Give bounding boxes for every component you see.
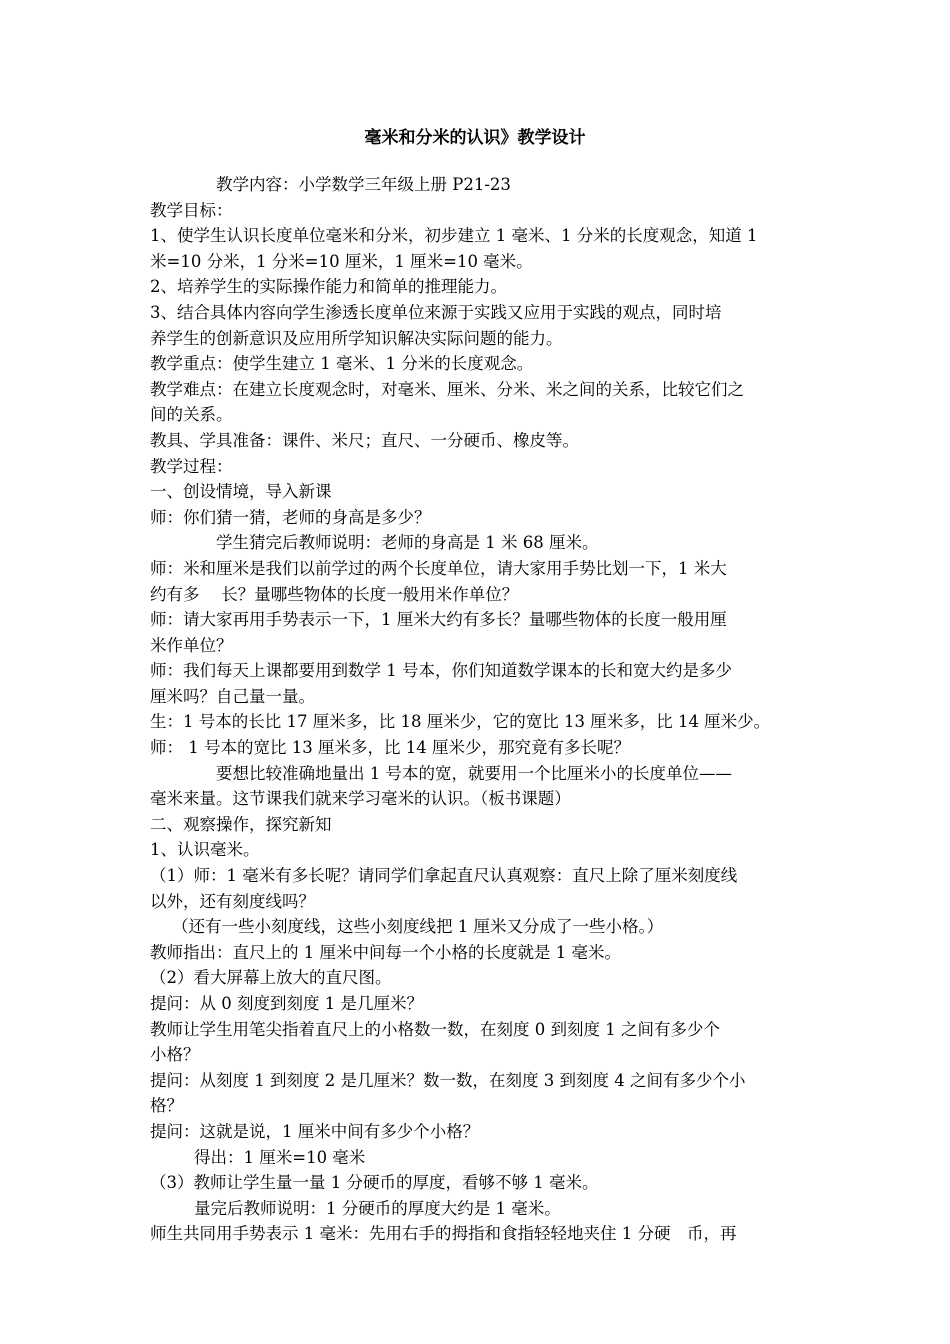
- text-line: 小格？: [150, 1045, 200, 1065]
- text-line: （1）师：1 毫米有多长呢？请同学们拿起直尺认真观察：直尺上除了厘米刻度线: [150, 866, 738, 886]
- text-line: 米作单位？: [150, 635, 233, 655]
- text-line: 师： 1 号本的宽比 13 厘米多，比 14 厘米少，那究竟有多长呢？: [150, 738, 630, 758]
- text-line: 提问：从刻度 1 到刻度 2 是几厘米？数一数，在刻度 3 到刻度 4 之间有多少个小: [150, 1070, 746, 1090]
- text-line: 2、培养学生的实际操作能力和简单的推理能力。: [150, 277, 507, 297]
- text-line: 教师指出：直尺上的 1 厘米中间每一个小格的长度就是 1 毫米。: [150, 942, 621, 962]
- text-line: 师生共同用手势表示 1 毫米：先用右手的拇指和食指轻轻地夹住 1 分硬 币，再: [150, 1224, 737, 1244]
- text-line: 厘米吗？自己量一量。: [150, 686, 315, 706]
- text-line: 格？: [150, 1096, 183, 1116]
- text-line: 二、观察操作，探究新知: [150, 814, 332, 834]
- text-line: 提问：这就是说，1 厘米中间有多少个小格？: [150, 1121, 480, 1141]
- text-line: 师：你们猜一猜，老师的身高是多少？: [150, 507, 431, 527]
- text-line: 师：请大家再用手势表示一下，1 厘米大约有多长？量哪些物体的长度一般用厘: [150, 610, 727, 630]
- text-line: 3、结合具体内容向学生渗透长度单位来源于实践又应用于实践的观点，同时培: [150, 302, 722, 322]
- text-line: 师：我们每天上课都要用到数学 1 号本，你们知道数学课本的长和宽大约是多少: [150, 661, 732, 681]
- text-line: 毫米来量。这节课我们就来学习毫米的认识。（板书课题）: [150, 789, 571, 809]
- text-line: 量完后教师说明：1 分硬币的厚度大约是 1 毫米。: [194, 1198, 561, 1218]
- text-line: 养学生的创新意识及应用所学知识解决实际问题的能力。: [150, 328, 563, 348]
- text-line: 生：1 号本的长比 17 厘米多，比 18 厘米少，它的宽比 13 厘米多，比 14 厘米少。: [150, 712, 771, 732]
- text-line: 以外，还有刻度线吗？: [150, 891, 315, 911]
- text-line: 教学难点：在建立长度观念时，对毫米、厘米、分米、米之间的关系，比较它们之: [150, 379, 744, 399]
- text-line: 教学过程：: [150, 456, 233, 476]
- text-line: 师：米和厘米是我们以前学过的两个长度单位，请大家用手势比划一下，1 米大: [150, 558, 727, 578]
- text-line: 一、创设情境，导入新课: [150, 482, 332, 502]
- text-line: 得出：1 厘米=10 毫米: [194, 1147, 366, 1167]
- text-line: 提问：从 0 刻度到刻度 1 是几厘米？: [150, 994, 423, 1013]
- text-line: 教学内容：小学数学三年级上册 P21-23: [216, 175, 511, 194]
- text-line: （还有一些小刻度线，这些小刻度线把 1 厘米又分成了一些小格。）: [172, 917, 664, 937]
- text-line: 教学重点：使学生建立 1 毫米、1 分米的长度观念。: [150, 354, 534, 374]
- text-line: 教师让学生用笔尖指着直尺上的小格数一数，在刻度 0 到刻度 1 之间有多少个: [150, 1019, 720, 1039]
- text-line: 1、认识毫米。: [150, 840, 260, 860]
- document-body: [150, 172, 810, 1247]
- text-line: （3）教师让学生量一量 1 分硬币的厚度，看够不够 1 毫米。: [150, 1173, 599, 1193]
- document-title: 毫米和分米的认识》教学设计: [364, 128, 586, 148]
- text-line: 间的关系。: [150, 405, 233, 425]
- text-line: 学生猜完后教师说明：老师的身高是 1 米 68 厘米。: [216, 533, 599, 553]
- text-line: 要想比较准确地量出 1 号本的宽，就要用一个比厘米小的长度单位——: [216, 763, 732, 783]
- text-line: 米=10 分米，1 分米=10 厘米，1 厘米=10 毫米。: [150, 251, 533, 271]
- text-line: 约有多 长？量哪些物体的长度一般用米作单位？: [150, 584, 519, 604]
- text-line: 1、使学生认识长度单位毫米和分米，初步建立 1 毫米、1 分米的长度观念，知道 1: [150, 226, 758, 246]
- text-line: 教学目标：: [150, 200, 233, 220]
- text-line: （2）看大屏幕上放大的直尺图。: [150, 968, 392, 988]
- text-line: 教具、学具准备：课件、米尺；直尺、一分硬币、橡皮等。: [150, 430, 579, 450]
